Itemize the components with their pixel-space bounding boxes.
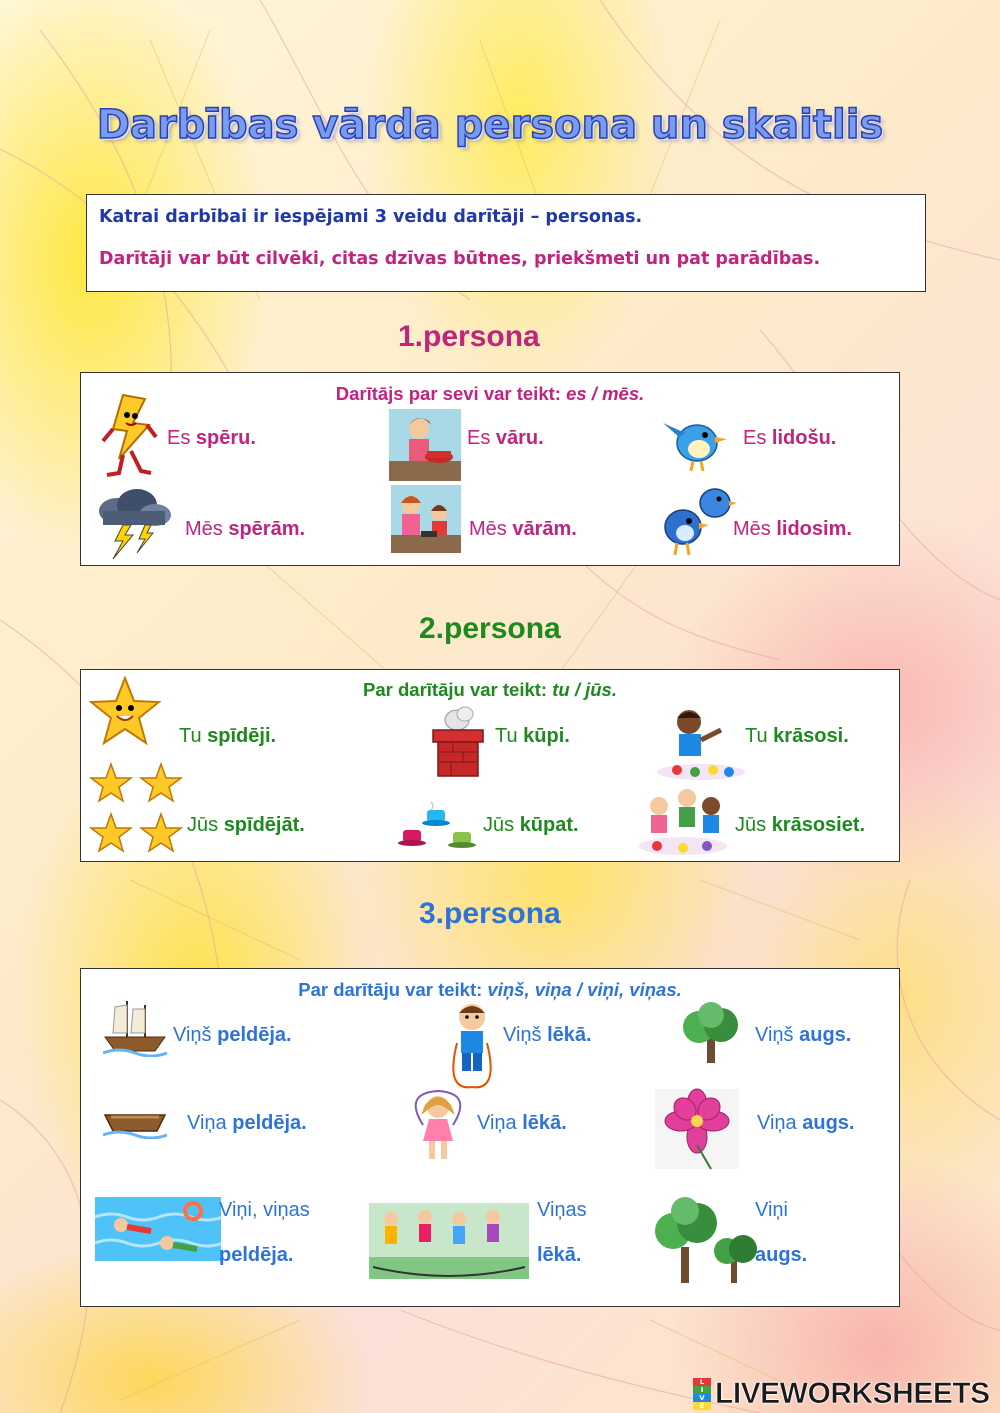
conjugation-vina-augs: Viņa augs. xyxy=(757,1112,855,1134)
intro-line-2: Darītāji var būt cilvēki, citas dzīvas būtnes, priekšmeti un pat parādības. xyxy=(99,249,821,269)
three-cups-icon xyxy=(397,798,481,856)
conjugation-vini-vinas-pronoun: Viņi, viņas xyxy=(219,1199,310,1221)
section-heading-3: 3.persona xyxy=(419,897,561,930)
boy-jump-rope-icon xyxy=(443,999,501,1093)
section-heading-1: 1.persona xyxy=(398,320,540,353)
intro-line-1: Katrai darbībai ir iespējami 3 veidu darītāji – personas. xyxy=(99,207,643,227)
blue-bird-icon xyxy=(661,411,731,473)
logo-text: LIVEWORKSHEETS xyxy=(715,1377,990,1410)
smiling-star-icon xyxy=(89,676,161,746)
conjugation-tu-krasosi: Tu krāsosi. xyxy=(745,725,849,747)
chimney-smoke-icon xyxy=(429,706,487,778)
tree-icon xyxy=(677,1001,745,1065)
conjugation-jus-kupat: Jūs kūpat. xyxy=(483,814,579,836)
live-badge-icon: L I V E xyxy=(693,1378,711,1410)
conjugation-tu-kupi: Tu kūpi. xyxy=(495,725,570,747)
section-prompt-1: Darītājs par sevi var teikt: es / mēs. xyxy=(335,383,645,404)
conjugation-vina-peldeja: Viņa peldēja. xyxy=(187,1112,307,1134)
section-box-1 xyxy=(80,372,900,566)
conjugation-vinas-pronoun: Viņas xyxy=(537,1199,587,1221)
four-stars-icon xyxy=(89,762,185,856)
page-title: Darbības vārda persona un skaitlis xyxy=(96,102,884,148)
boy-painting-icon xyxy=(655,706,747,782)
conjugation-vins-leka: Viņš lēkā. xyxy=(503,1024,592,1046)
lightning-character-icon xyxy=(101,393,159,479)
conjugation-es-speru: Es spēru. xyxy=(167,427,256,449)
conjugation-vinas-verb: lēkā. xyxy=(537,1244,582,1266)
pink-flower-icon xyxy=(651,1085,743,1173)
conjugation-vini-verb: augs. xyxy=(755,1244,808,1266)
girl-jump-rope-icon xyxy=(407,1087,469,1169)
section-prompt-2: Par darītāju var teikt: tu / jūs. xyxy=(363,679,617,700)
section-box-2 xyxy=(80,669,900,862)
woman-cooking-icon xyxy=(389,409,461,481)
rowing-boat-icon xyxy=(103,1103,167,1139)
trees-group-icon xyxy=(647,1197,761,1287)
conjugation-tu-spideji: Tu spīdēji. xyxy=(179,725,277,747)
conjugation-mes-speram: Mēs spērām. xyxy=(185,518,306,540)
conjugation-vina-leka: Viņa lēkā. xyxy=(477,1112,567,1134)
girls-jumping-icon xyxy=(369,1203,529,1279)
conjugation-es-lidosu: Es lidošu. xyxy=(743,427,837,449)
conjugation-es-varu: Es vāru. xyxy=(467,427,544,449)
section-prompt-3: Par darītāju var teikt: viņš, viņa / viņi, viņas. xyxy=(298,979,682,1000)
storm-cloud-icon xyxy=(93,483,173,559)
section-box-3 xyxy=(80,968,900,1307)
sailing-ship-icon xyxy=(103,995,167,1057)
two-blue-birds-icon xyxy=(657,481,737,557)
conjugation-jus-krasosiet: Jūs krāsosiet. xyxy=(735,814,866,836)
mother-child-cooking-icon xyxy=(391,485,461,553)
conjugation-vini-vinas-verb: peldēja. xyxy=(219,1244,294,1266)
conjugation-vins-augs: Viņš augs. xyxy=(755,1024,852,1046)
conjugation-mes-lidosim: Mēs lidosim. xyxy=(733,518,852,540)
conjugation-jus-spidejat: Jūs spīdējāt. xyxy=(187,814,305,836)
children-painting-icon xyxy=(637,784,729,858)
conjugation-vins-peldeja: Viņš peldēja. xyxy=(173,1024,292,1046)
liveworksheets-logo xyxy=(693,1376,990,1412)
section-heading-2: 2.persona xyxy=(419,612,561,645)
conjugation-mes-varam: Mēs vārām. xyxy=(469,518,577,540)
conjugation-vini-pronoun: Viņi xyxy=(755,1199,788,1221)
intro-box xyxy=(86,194,926,292)
children-swimming-icon xyxy=(95,1197,221,1261)
